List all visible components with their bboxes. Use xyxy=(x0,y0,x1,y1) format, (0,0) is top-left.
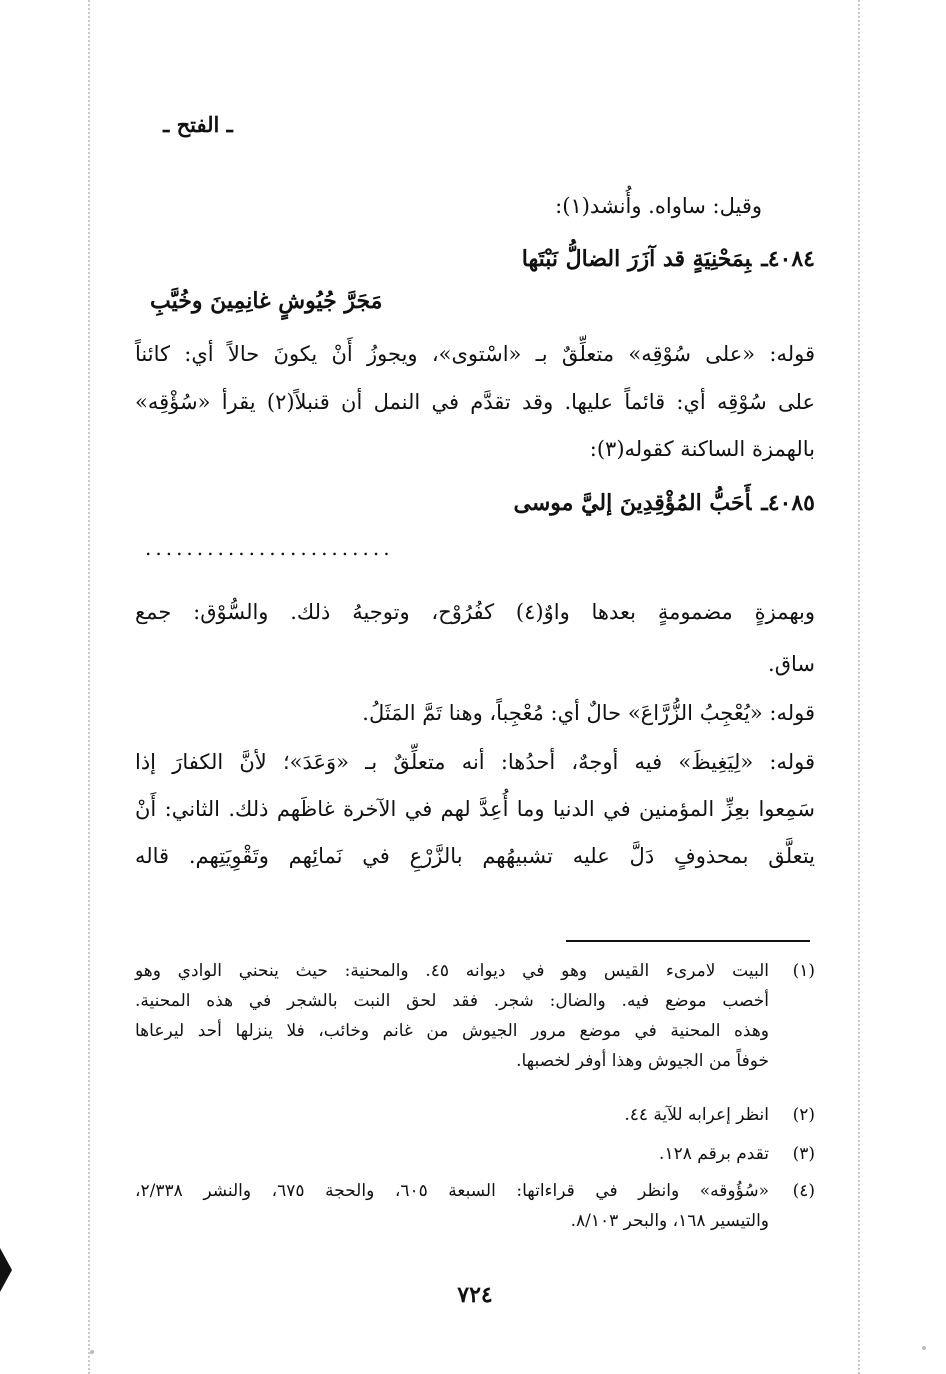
scan-speck xyxy=(922,1346,926,1350)
footnote-text: انظر إعرابه للآية ٤٤. xyxy=(624,1105,769,1125)
page-number: ٧٢٤ xyxy=(457,1282,493,1308)
paragraph-1-line-1: قوله: «على سُوْقِه» متعلِّقٌ بـ «اسْتوى»، ويجوزُ أَنْ يكونَ حالاً أي: كائناً xyxy=(135,342,815,366)
verse-4085-line xyxy=(300,487,815,519)
footnote-text: تقدم برقم ١٢٨. xyxy=(659,1144,769,1164)
paragraph-4-line-1: قوله: «لِيَغِيظَ» فيه أوجهٌ، أحدُها: أنه متعلِّقٌ بـ «وَعَدَ»؛ لأنَّ الكفارَ إذا xyxy=(135,750,815,774)
paragraph-1-line-2: على سُوْقِه أي: قائماً عليها. وقد تقدَّم في النمل أن قنبلاً(٢) يقرأ «سُؤْقِه» xyxy=(135,390,816,414)
footnote-number: (٢) xyxy=(792,1105,815,1125)
verse-4084-line-1 xyxy=(135,243,815,275)
footnote-line: البيت لامرىء القيس وهو في ديوانه ٤٥. والمحنية: حيث ينحني الوادي وهو xyxy=(135,961,769,981)
footnote-line: خوفاً من الجيوش وهذا أوفر لخصبها. xyxy=(516,1051,769,1071)
verse-hemistich-1: بِمَحْنِيَةٍ قد آزَرَ الضالُّ نَبْتَها xyxy=(521,246,752,272)
footnote-number: (٣) xyxy=(792,1144,815,1164)
verse-4084-line-2: مَجَرَّ جُيُوشٍ غانِمِينَ وخُيَّبِ xyxy=(150,288,383,314)
verse-hemistich-1: أَحَبُّ المُؤْقِدِينَ إليَّ موسى xyxy=(513,490,752,516)
scan-edge-mark xyxy=(0,1248,12,1292)
footnote-number: (١) xyxy=(792,961,815,981)
footnote-text xyxy=(135,956,769,1076)
footnote-number: (٤) xyxy=(792,1181,815,1201)
paragraph-4-line-3: يتعلَّق بمحذوفٍ دَلَّ عليه تشبيهُهم بالزَّرْعِ في نَمائِهم وتَقْوِيَتِهم. قاله xyxy=(135,844,815,868)
paragraph-3-line-1: قوله: «يُعْجِبُ الزُّرَّاعَ» حالٌ أي: مُعْجِباً، وهنا تَمَّ المَثَلُ. xyxy=(362,701,815,725)
left-margin-dotted-rule xyxy=(88,0,90,1374)
running-header-title: ـ الفتح ـ xyxy=(163,112,233,137)
footnote-line: «سُؤُوقه» وانظر في قراءاتها: السبعة ٦٠٥، والحجة ٦٧٥، والنشر ٢/٣٣٨، xyxy=(135,1181,769,1201)
footnote-line: وهذه المحنية في موضع مرور الجيوش من غانم وخائب، فلا ينزلها أحد ليرعاها xyxy=(135,1021,769,1041)
footnote-1 xyxy=(135,956,815,1078)
footnote-line: والتيسير ١٦٨، والبحر ٨/١٠٣. xyxy=(570,1211,769,1231)
intro-line: وقيل: ساواه. وأُنشد(١): xyxy=(555,194,762,218)
scan-speck xyxy=(90,1350,94,1354)
verse-number: ٤٠٨٥ـ xyxy=(761,490,815,516)
paragraph-2-line-2: ساق. xyxy=(768,652,815,676)
footnote-text xyxy=(135,1176,769,1236)
footnote-line: أخصب موضع فيه. والضال: شجر. فقد لحق النبت بالشجر في هذه المحنية. xyxy=(135,991,769,1011)
footnote-separator xyxy=(566,940,810,942)
paragraph-2-line-1: وبهمزةٍ مضمومةٍ بعدها واوٌ(٤) كفُرُوْح، وتوجيهُ ذلك. والسُّوْق: جمع xyxy=(135,600,815,624)
omission-dots: ........................ xyxy=(145,536,394,560)
paragraph-4-line-2: سَمِعوا بعِزِّ المؤمنين في الدنيا وما أُعِدَّ لهم في الآخرة غاظَهم ذلك. الثاني: أَنْ xyxy=(135,797,815,821)
verse-number: ٤٠٨٤ـ xyxy=(761,246,815,272)
right-margin-dotted-rule xyxy=(858,0,860,1374)
paragraph-1-line-3: بالهمزة الساكنة كقوله(٣): xyxy=(589,437,815,461)
